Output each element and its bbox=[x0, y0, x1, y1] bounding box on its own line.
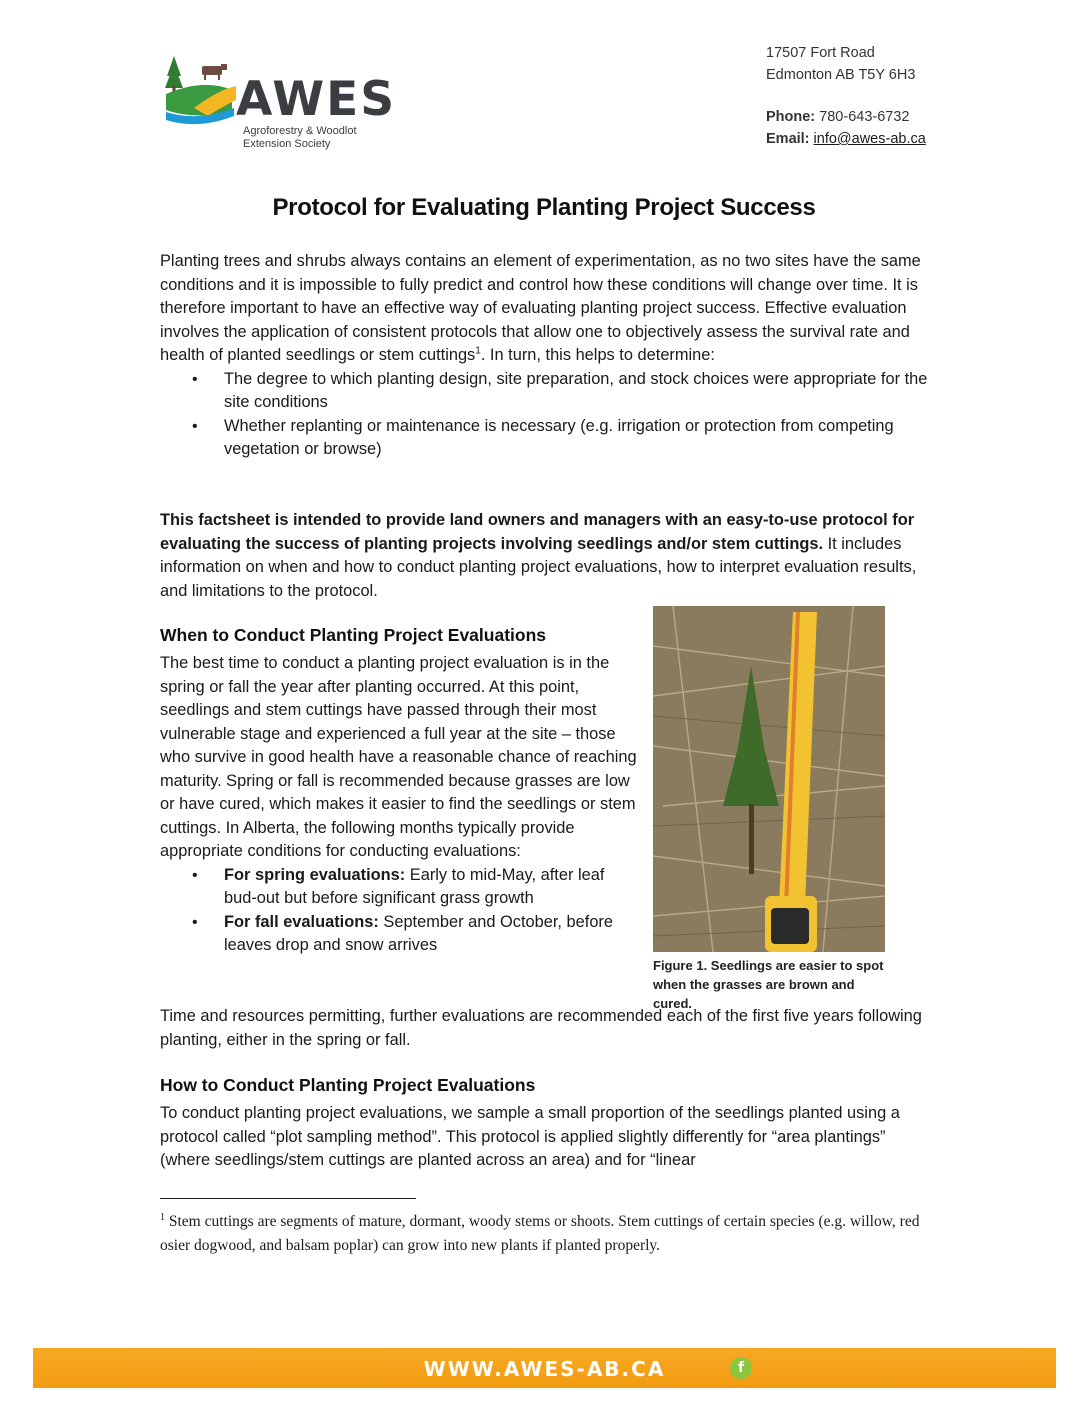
phone-line: Phone: 780-643-6732 bbox=[766, 109, 910, 125]
when-paragraph: The best time to conduct a planting project evaluation is in the spring or fall the year after planting occurred. At this point, seedlings and stem cuttings have passed through their most vulnerable stage and experienced a full year at the site – those who survive in good health have a reasonable chance of reaching maturity. Spring or fall is recommended because grasses are low or have cured, which makes it easier to find the seedlings or stem cuttings. In Alberta, the following months typically provide appropriate conditions for conducting evaluations: • For spring evaluations: Early to mid-May, after leaf bud-out but before significant grass growth • For fall evaluations: September and October, before leaves drop and snow arrives bbox=[160, 652, 640, 958]
purpose-paragraph: This factsheet is intended to provide land owners and managers with an easy-to-use protocol for evaluating the success of planting projects involving seedlings and/or stem cuttings. It includes information on when and how to conduct planting project evaluations, how to interpret evaluation results, and limitations to the protocol. bbox=[160, 511, 917, 600]
seedling-photo bbox=[653, 606, 885, 952]
logo-wordmark: AWES bbox=[236, 72, 397, 127]
list-item: • For spring evaluations: Early to mid-May, after leaf bud-out but before significant grass growth bbox=[160, 864, 640, 911]
footer-banner bbox=[33, 1348, 1056, 1388]
contact-block bbox=[766, 42, 926, 150]
list-item: • The degree to which planting design, site preparation, and stock choices were appropriate for the site conditions bbox=[160, 368, 930, 415]
figure-caption: Figure 1. Seedlings are easier to spot when the grasses are brown and cured. bbox=[653, 958, 884, 1011]
list-item: • Whether replanting or maintenance is necessary (e.g. irrigation or protection from competing vegetation or browse) bbox=[160, 415, 930, 462]
page-title: Protocol for Evaluating Planting Project Success bbox=[272, 194, 816, 221]
facebook-icon[interactable]: f bbox=[730, 1357, 752, 1379]
footnote-divider bbox=[160, 1198, 416, 1199]
section-heading-how: How to Conduct Planting Project Evaluations bbox=[160, 1075, 536, 1095]
how-paragraph: To conduct planting project evaluations, we sample a small proportion of the seedlings planted using a protocol called “plot sampling method”. This protocol is applied slightly differently for “area plantings” (where seedlings/stem cuttings are planted across an area) and for “linear bbox=[160, 1104, 900, 1169]
address-line-1: 17507 Fort Road bbox=[766, 45, 875, 61]
email-link[interactable]: info@awes-ab.ca bbox=[813, 131, 926, 147]
intro-bullet-list bbox=[160, 368, 930, 462]
address-line-2: Edmonton AB T5Y 6H3 bbox=[766, 67, 916, 83]
footnote-ref: 1 bbox=[475, 345, 481, 357]
footnote: $^1$ Stem cuttings are segments of mature, dormant, woody stems or shoots. Stem cuttings of certain species (e.g. willow, red osier dogwood, and balsam poplar) can grow into new plants if planted properly. bbox=[160, 1211, 920, 1254]
website-link[interactable]: WWW.AWES-AB.CA bbox=[423, 1357, 666, 1381]
email-line: Email: info@awes-ab.ca bbox=[766, 131, 926, 147]
list-item: • For fall evaluations: September and October, before leaves drop and snow arrives bbox=[160, 911, 640, 958]
section-heading-when: When to Conduct Planting Project Evaluations bbox=[160, 625, 546, 645]
intro-paragraph: Planting trees and shrubs always contains an element of experimentation, as no two sites have the same conditions and it is impossible to fully predict and control how these conditions will change over time. It is therefore important to have an effective way of evaluating planting project success. Effective evaluation involves the application of consistent protocols that allow one to objectively assess the survival rate and health of planted seedlings or stem cuttings$^1$. In turn, this helps to determine: • The degree to which planting design, site preparation, and stock choices were appropriate for the site conditions • Whether replanting or maintenance is necessary (e.g. irrigation or protection from competing vegetation or browse) bbox=[160, 250, 930, 462]
logo-subtitle: Agroforestry & Woodlot Extension Society bbox=[243, 125, 357, 150]
evaluation-months-list bbox=[160, 864, 640, 958]
followup-paragraph: Time and resources permitting, further evaluations are recommended each of the first five years following planting, either in the spring or fall. bbox=[160, 1007, 922, 1049]
